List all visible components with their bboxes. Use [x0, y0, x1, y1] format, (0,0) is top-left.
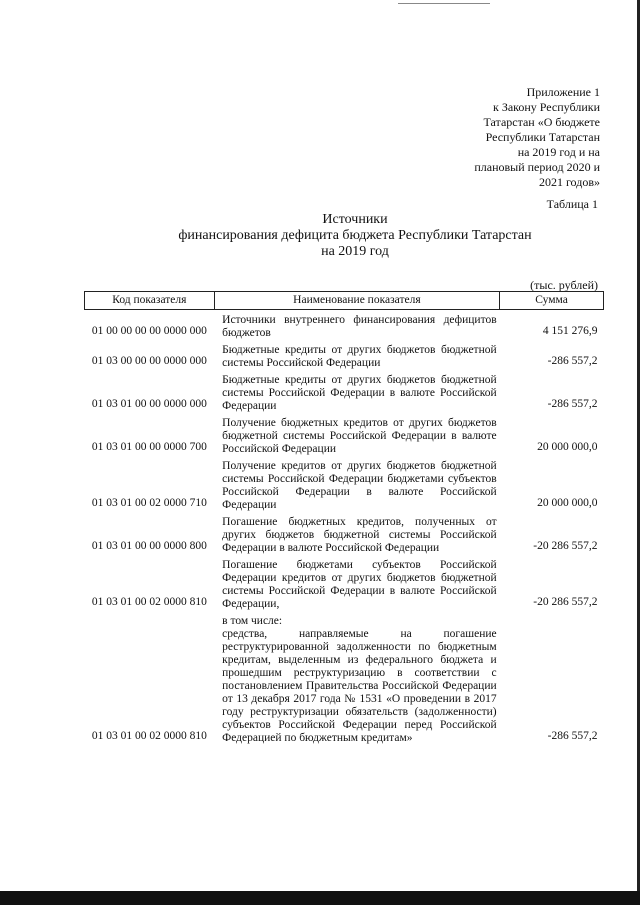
row-code: 01 00 00 00 00 0000 000 [91, 325, 207, 337]
row-name: Источники внутреннего финансирования дефицитов бюджетов [222, 314, 497, 339]
annex-line: на 2019 год и на [517, 145, 600, 159]
row-code: 01 03 01 00 02 0000 710 [91, 497, 207, 509]
table-number: Таблица 1 [546, 197, 598, 211]
annex-line: к Закону Республики [492, 100, 600, 114]
table-row [85, 370, 604, 413]
scan-edge-bottom [0, 891, 640, 905]
document-title [0, 212, 640, 260]
row-code: 01 03 01 00 00 0000 700 [91, 441, 207, 453]
row-name-cell [214, 611, 500, 745]
table-row [85, 512, 604, 555]
row-code: 01 03 01 00 02 0000 810 [91, 730, 207, 742]
top-scan-line [398, 3, 490, 4]
row-sum: 4 151 276,9 [542, 325, 598, 337]
row-name: Бюджетные кредиты от других бюджетов бюджетной системы Российской Федерации [222, 344, 497, 369]
table-row [85, 310, 604, 341]
row-sum: -20 286 557,2 [533, 540, 598, 552]
row-name: Погашение бюджетами субъектов Российской Федерации кредитов от других бюджетов бюджетной системы Российской Федерации в валюте Российской Федерации, [222, 559, 497, 610]
annex-note [420, 85, 600, 190]
row-code: 01 03 01 00 02 0000 810 [91, 596, 207, 608]
annex-line: Республики Татарстан [485, 130, 600, 144]
row-code: 01 03 01 00 00 0000 000 [91, 398, 207, 410]
row-name: Погашение бюджетных кредитов, полученных от других бюджетов бюджетной системы Российской Федерации в валюте Российской Федерации [222, 516, 497, 554]
row-sum: -20 286 557,2 [533, 596, 598, 608]
units-label: (тыс. рублей) [530, 278, 598, 292]
header-sum: Сумма [500, 292, 604, 310]
row-sum: -286 557,2 [547, 398, 598, 410]
annex-line: Татарстан «О бюджете [483, 115, 600, 129]
row-sum: -286 557,2 [547, 730, 598, 742]
annex-line: Приложение 1 [526, 85, 600, 99]
row-sum: 20 000 000,0 [537, 497, 598, 509]
row-name-prefix: в том числе: [222, 615, 283, 627]
table-row [85, 340, 604, 370]
annex-line: плановый период 2020 и [474, 160, 600, 174]
row-name: средства, направляемые на погашение реструктурированной задолженности по бюджетным кредитам, выделенным из федерального бюджета и прошедшим реструктуризацию в соответствии с постановлением Правительства Российской Федерации от 13 декабря 2017 года № 1531 «О проведении в 2017 году реструктуризации обязательств (задолженности) субъектов Российской Федерации перед Российской Федерацией по бюджетным кредитам» [222, 628, 497, 744]
header-name: Наименование показателя [214, 292, 500, 310]
annex-line: 2021 годов» [538, 175, 600, 189]
table-row [85, 555, 604, 611]
table-row [85, 611, 604, 745]
title-line-2: финансирования дефицита бюджета Республики Татарстан [178, 228, 532, 243]
row-name: Получение бюджетных кредитов от других бюджетов бюджетной системы Российской Федерации в валюте Российской Федерации [222, 417, 497, 455]
table-row [85, 413, 604, 456]
table-header-row [85, 292, 604, 310]
table-row [85, 456, 604, 512]
row-code: 01 03 01 00 00 0000 800 [91, 540, 207, 552]
row-name: Бюджетные кредиты от других бюджетов бюджетной системы Российской Федерации в валюте Российской Федерации [222, 374, 497, 412]
row-code: 01 03 00 00 00 0000 000 [91, 355, 207, 367]
row-sum: 20 000 000,0 [537, 441, 598, 453]
title-line-3: на 2019 год [321, 244, 389, 259]
title-line-1: Источники [322, 212, 388, 227]
financing-sources-table [84, 291, 604, 745]
header-code: Код показателя [85, 292, 215, 310]
row-sum: -286 557,2 [547, 355, 598, 367]
row-name: Получение кредитов от других бюджетов бюджетной системы Российской Федерации бюджетами субъектов Российской Федерации в валюте Российской Федерации [222, 460, 497, 511]
